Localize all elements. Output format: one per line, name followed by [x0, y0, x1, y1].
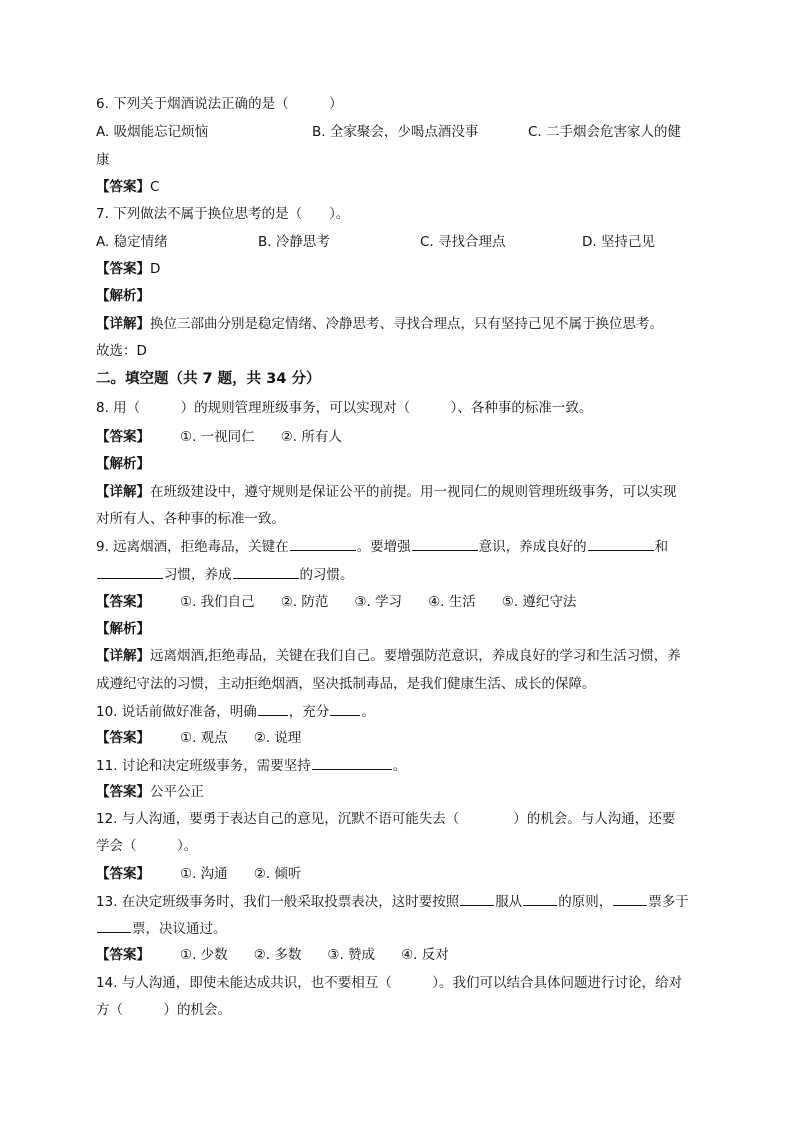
q8-detail-text-1: 在班级建设中，遵守规则是保证公平的前提。用一视同仁的规则管理班级事务，可以实现: [150, 484, 677, 500]
fill-blank: [290, 537, 356, 551]
q9-answer-5: ⑤. 遵纪守法: [501, 594, 577, 610]
q10-stem: [96, 702, 375, 721]
answer-label: 【答案】: [96, 947, 150, 963]
answer-label: 【答案】: [96, 429, 150, 445]
q12-answer: [96, 865, 301, 883]
answer-label: 【答案】: [96, 261, 150, 277]
detail-label: 【详解】: [96, 316, 150, 332]
fill-blank: [233, 565, 299, 579]
q8-answer-1: ①. 一视同仁: [180, 429, 255, 445]
fill-blank: [460, 892, 494, 906]
q11-stem: [96, 756, 406, 775]
q9-text-3: 意识，养成良好的: [478, 539, 587, 555]
q10-text-3: 。: [361, 704, 375, 720]
q13-answer-1: ①. 少数: [180, 947, 228, 963]
answer-label: 【答案】: [96, 730, 150, 746]
q10-answer: [96, 729, 301, 747]
q13-answer-4: ④. 反对: [401, 947, 449, 963]
q13-stem-line-1: [96, 892, 689, 911]
q7-option-d: D. 坚持己见: [582, 234, 655, 250]
fill-blank: [97, 919, 131, 933]
q9-text-6: 的习惯。: [299, 567, 354, 583]
q13-text-4: 票多于: [648, 894, 689, 910]
detail-label: 【详解】: [96, 648, 150, 664]
q9-stem-line-2: [96, 565, 354, 584]
q8-answer: [96, 428, 342, 446]
fill-blank: [312, 756, 392, 770]
q13-text-2: 服从: [495, 894, 523, 910]
fill-blank: [97, 565, 163, 579]
detail-label: 【详解】: [96, 484, 150, 500]
q7-option-b: B. 冷静思考: [258, 234, 330, 250]
q13-text-3: 的原则，: [558, 894, 613, 910]
fill-blank: [258, 702, 288, 716]
q13-answer: [96, 946, 449, 964]
q9-answer-4: ④. 生活: [428, 594, 476, 610]
q11-text-2: 。: [392, 758, 407, 774]
q9-text-5: 习惯，养成: [164, 567, 232, 583]
fill-blank: [330, 702, 360, 716]
q6-stem: 6. 下列关于烟酒说法正确的是（ ）: [96, 96, 343, 112]
q14-stem-line-1: 14. 与人沟通，即使未能达成共识，也不要相互（ ）。我们可以结合具体问题进行讨论，给对: [96, 975, 683, 991]
q6-answer: [96, 178, 159, 196]
q7-answer: [96, 260, 160, 278]
q7-analysis-label: 【解析】: [96, 288, 150, 304]
q9-analysis-label: 【解析】: [96, 621, 150, 637]
q9-answer-1: ①. 我们自己: [180, 594, 255, 610]
q9-stem-line-1: [96, 537, 668, 556]
q9-text-1: 9. 远离烟酒，拒绝毒品，关键在: [96, 539, 289, 555]
q10-answer-1: ①. 观点: [180, 730, 228, 746]
section-title: 二。填空题（共 7 题，共 34 分）: [96, 371, 321, 387]
q10-text-2: ，充分: [288, 704, 330, 720]
q8-answer-2: ②. 所有人: [280, 429, 342, 445]
q9-detail-line-2: 成遵纪守法的习惯，主动拒绝烟酒，坚决抵制毒品，是我们健康生活、成长的保障。: [96, 676, 596, 692]
q8-detail-line-2: 对所有人、各种事的标准一致。: [96, 511, 285, 527]
fill-blank: [412, 537, 478, 551]
q11-answer-value: 公平公正: [150, 784, 204, 800]
q9-answer-3: ③. 学习: [354, 594, 403, 610]
q13-text-5: 票，决议通过。: [132, 921, 227, 937]
fill-blank: [588, 537, 654, 551]
q7-conclusion: 故选：D: [96, 343, 147, 359]
q6-option-a: A. 吸烟能忘记烦恼: [96, 124, 209, 140]
q7-detail-text: 换位三部曲分别是稳定情绪、冷静思考、寻找合理点，只有坚持己见不属于换位思考。: [150, 316, 663, 332]
q7-option-a: A. 稳定情绪: [96, 234, 168, 250]
q9-answer: [96, 593, 576, 611]
q11-text-1: 11. 讨论和决定班级事务，需要坚持: [96, 758, 311, 774]
answer-label: 【答案】: [96, 784, 150, 800]
q12-stem-line-1: 12. 与人沟通，要勇于表达自己的意见，沉默不语可能失去（ ）的机会。与人沟通，还要: [96, 811, 676, 827]
fill-blank: [523, 892, 557, 906]
q8-detail-line-1: [96, 483, 677, 501]
q9-text-2: 。要增强: [356, 539, 411, 555]
q9-detail-text-1: 远离烟酒,拒绝毒品，关键在我们自己。要增强防范意识，养成良好的学习和生活习惯，养: [150, 648, 681, 664]
q10-text-1: 10. 说话前做好准备，明确: [96, 704, 257, 720]
q14-stem-line-2: 方（ ）的机会。: [96, 1002, 231, 1018]
q7-option-c: C. 寻找合理点: [420, 234, 506, 250]
q12-stem-line-2: 学会（ ）。: [96, 838, 198, 854]
q13-answer-2: ②. 多数: [253, 947, 302, 963]
fill-blank: [613, 892, 647, 906]
q7-stem: 7. 下列做法不属于换位思考的是（ ）。: [96, 206, 350, 222]
q13-stem-line-2: [96, 919, 227, 938]
q9-answer-2: ②. 防范: [280, 594, 329, 610]
q12-answer-2: ②. 倾听: [253, 866, 302, 882]
q9-text-4: 和: [654, 539, 669, 555]
q10-answer-2: ②. 说理: [253, 730, 302, 746]
q13-text-1: 13. 在决定班级事务时，我们一般采取投票表决，这时要按照: [96, 894, 460, 910]
answer-label: 【答案】: [96, 866, 150, 882]
q8-stem: 8. 用（ ）的规则管理班级事务，可以实现对（ ）、各种事的标准一致。: [96, 400, 593, 416]
q6-answer-value: C: [150, 179, 160, 195]
q7-answer-value: D: [150, 261, 161, 277]
q6-option-b: B. 全家聚会，少喝点酒没事: [312, 124, 479, 140]
q6-option-c-continued: 康: [96, 152, 110, 168]
q6-option-c: C. 二手烟会危害家人的健: [528, 124, 682, 140]
q9-detail-line-1: [96, 647, 681, 665]
q7-detail: [96, 315, 663, 333]
q8-analysis-label: 【解析】: [96, 456, 150, 472]
q13-answer-3: ③. 赞成: [327, 947, 376, 963]
answer-label: 【答案】: [96, 179, 150, 195]
q11-answer: [96, 783, 204, 801]
answer-label: 【答案】: [96, 594, 150, 610]
q12-answer-1: ①. 沟通: [180, 866, 228, 882]
